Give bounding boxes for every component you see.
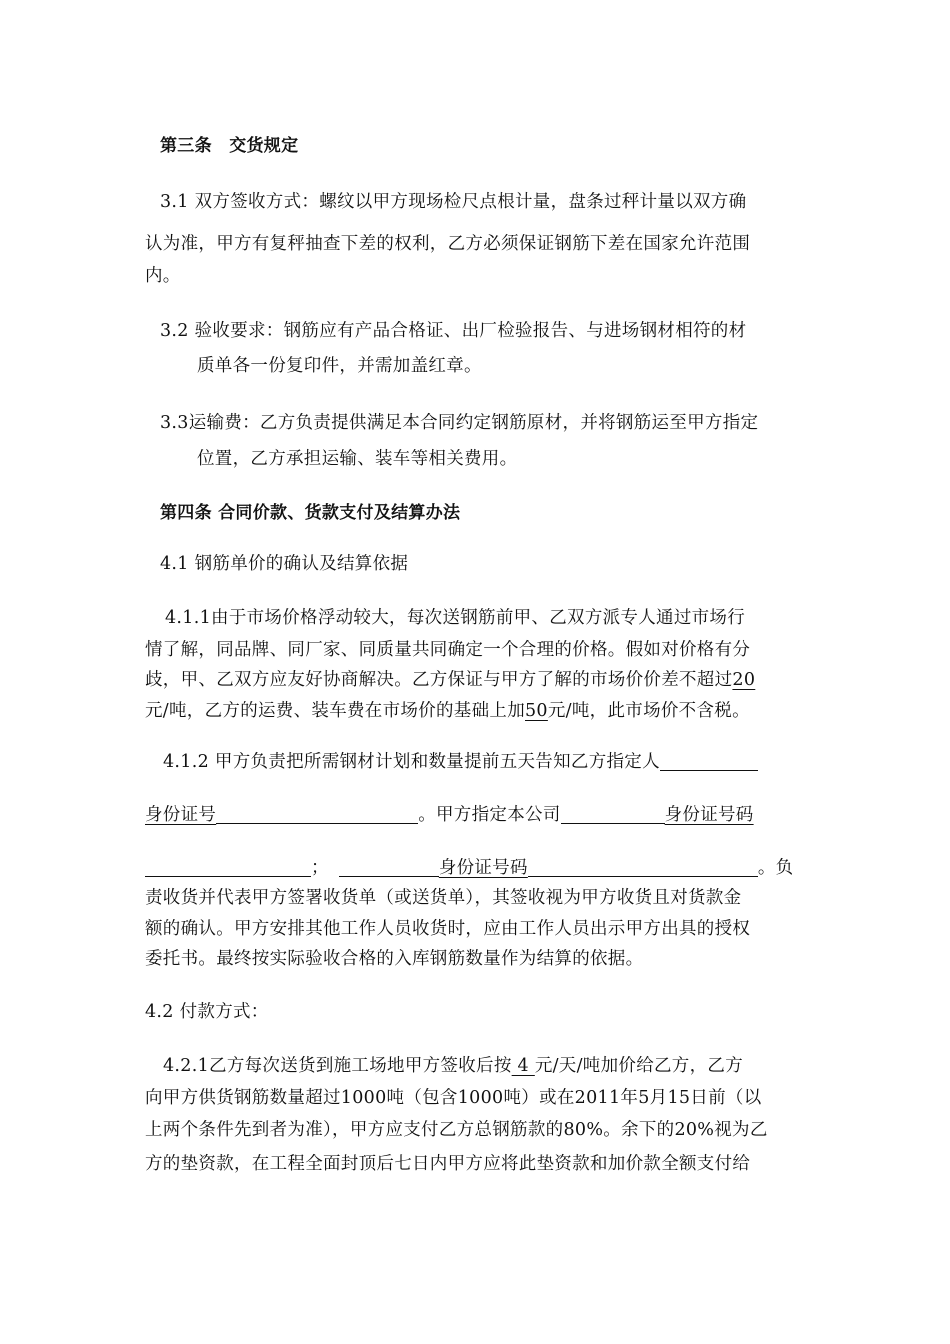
- para-4-1-2-line-2: [145, 799, 810, 831]
- para-4-1-1-line-2: 情了解，同品牌、同厂家、同质量共同确定一个合理的价格。假如对价格有分: [145, 640, 751, 660]
- price-diff-text: 歧，甲、乙双方应友好协商解决。乙方保证与甲方了解的市场价价差不超过: [145, 670, 733, 690]
- para-3-1-line-3: 内。: [145, 266, 181, 286]
- company-designee-blank[interactable]: [561, 801, 665, 824]
- para-3-2-line-1: 3.2 验收要求：钢筋应有产品合格证、出厂检验报告、与进场钢材相符的材: [160, 321, 747, 341]
- article-4-heading: 第四条 合同价款、货款支付及结算办法: [160, 503, 461, 523]
- para-3-3-line-1: 3.3运输费：乙方负责提供满足本合同约定钢筋原材，并将钢筋运至甲方指定: [160, 413, 759, 433]
- markup-value: 4: [511, 1056, 535, 1076]
- line-tail: 。负: [757, 858, 794, 878]
- receiver-2-blank[interactable]: [339, 854, 439, 877]
- markup-text: 4.2.1乙方每次送货到施工场地甲方签收后按: [163, 1056, 512, 1076]
- para-4-1-1-line-3: [145, 664, 810, 696]
- para-4-1-2-line-1: [163, 746, 828, 778]
- para-3-3-line-2: 位置，乙方承担运输、装车等相关费用。: [197, 449, 518, 469]
- id-number-label-2: 身份证号码: [664, 805, 754, 825]
- markup-tail: 元/天/吨加价给乙方，乙方: [534, 1056, 744, 1076]
- para-4-1: 4.1 钢筋单价的确认及结算依据: [160, 554, 409, 574]
- para-4-1-1-line-1: 4.1.1由于市场价格浮动较大，每次送钢筋前甲、乙双方派专人通过市场行: [165, 608, 746, 628]
- id-number-blank-1[interactable]: [216, 801, 418, 824]
- freight-value: 50: [525, 701, 548, 721]
- para-4-2-1-line-2: 向甲方供货钢筋数量超过1000吨（包含1000吨）或在2011年5月15日前（以: [145, 1088, 762, 1108]
- para-4-2-1-line-3: 上两个条件先到者为准），甲方应支付乙方总钢筋款的80%。余下的20%视为乙: [145, 1120, 768, 1140]
- freight-tail: 元/吨，此市场价不含税。: [547, 701, 750, 721]
- para-4-1-1-line-4: [145, 695, 810, 727]
- para-4-1-2-line-6: 委托书。最终按实际验收合格的入库钢筋数量作为结算的依据。: [145, 949, 644, 969]
- receiver-blank[interactable]: [145, 854, 311, 877]
- para-4-2-1-line-1: [163, 1050, 828, 1082]
- para-3-1-line-2: 认为准，甲方有复秤抽查下差的权利，乙方必须保证钢筋下差在国家允许范围: [145, 234, 751, 254]
- para-4-2: 4.2 付款方式：: [145, 1002, 269, 1022]
- id-number-blank-3[interactable]: [528, 854, 758, 877]
- para-3-2-line-2: 质单各一份复印件，并需加盖红章。: [197, 356, 482, 376]
- designee-text: 4.1.2 甲方负责把所需钢材计划和数量提前五天告知乙方指定人: [163, 752, 660, 772]
- id-number-label-3: 身份证号码: [438, 858, 528, 878]
- para-4-2-1-line-4: 方的垫资款，在工程全面封顶后七日内甲方应将此垫资款和加价款全额支付给: [145, 1154, 751, 1174]
- designee-blank[interactable]: [660, 748, 758, 771]
- para-4-1-2-line-4: 责收货并代表甲方签署收货单（或送货单），其签收视为甲方收货且对货款金: [145, 888, 742, 908]
- article-3-heading: 第三条 交货规定: [160, 136, 299, 156]
- company-designee-text: 。甲方指定本公司: [418, 805, 561, 825]
- para-3-1-line-1: 3.1 双方签收方式：螺纹以甲方现场检尺点根计量，盘条过秤计量以双方确: [160, 192, 747, 212]
- para-4-1-2-line-3: [145, 852, 810, 884]
- price-diff-value: 20: [732, 670, 756, 690]
- semicolon: ；: [311, 858, 329, 878]
- freight-text: 元/吨，乙方的运费、装车费在市场价的基础上加: [145, 701, 525, 721]
- id-number-label-1: 身份证号: [145, 805, 217, 825]
- para-4-1-2-line-5: 额的确认。甲方安排其他工作人员收货时，应由工作人员出示甲方出具的授权: [145, 919, 751, 939]
